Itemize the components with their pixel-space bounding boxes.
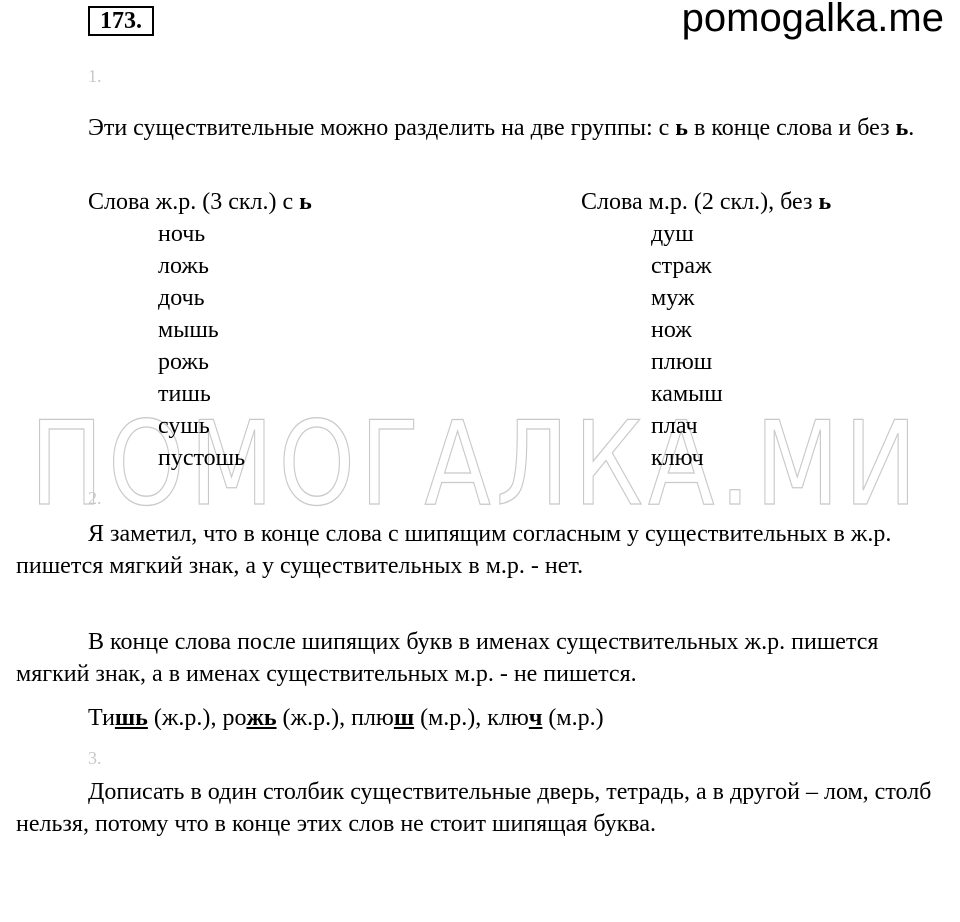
feminine-word: дочь (158, 285, 205, 311)
intro-text-3: . (908, 115, 915, 141)
example: плюш (м.р.), (351, 705, 488, 731)
example-ending: жь (246, 705, 277, 731)
example-ending: ш (393, 705, 415, 731)
feminine-word: ночь (158, 221, 206, 247)
masculine-header-text: Слова м.р. (2 скл.), без (581, 189, 819, 215)
feminine-header-sign: ь (299, 189, 312, 215)
section-3-number: 3. (88, 748, 102, 768)
masculine-word: плюш (651, 349, 713, 375)
masculine-word: ключ (651, 445, 704, 471)
feminine-column-header (88, 186, 312, 218)
masculine-word: страж (651, 253, 712, 279)
watermark-text: ПОМОГАЛКА.МИ (30, 406, 922, 516)
masculine-word-list (651, 218, 723, 474)
site-name: pomogalka.me (681, 0, 944, 40)
intro-text-1: Эти существительные можно разделить на две группы: с (88, 115, 676, 141)
masculine-word: душ (651, 221, 694, 247)
feminine-word: тишь (158, 381, 211, 407)
feminine-word: мышь (158, 317, 219, 343)
feminine-word: сушь (158, 413, 210, 439)
intro-text-2: в конце слова и без (688, 115, 896, 141)
section-2-number: 2. (88, 488, 102, 508)
masculine-word: плач (651, 413, 698, 439)
section-2-paragraph-1: Я заметил, что в конце слова с шипящим согласным у существительных в ж.р. пишется мягкий знак, а у существительных в м.р. - нет. (16, 521, 892, 579)
exercise-number: 173. (88, 6, 154, 36)
examples-line (88, 702, 604, 734)
masculine-header-sign: ь (818, 189, 832, 215)
feminine-header-text: Слова ж.р. (3 скл.) с (88, 189, 300, 215)
example: Тишь (ж.р.), (88, 705, 223, 731)
masculine-column-header (581, 186, 831, 218)
section-1-intro (16, 112, 946, 144)
masculine-word: камыш (651, 381, 723, 407)
feminine-word: рожь (158, 349, 209, 375)
example: ключ (м.р.) (487, 705, 604, 731)
example-ending: ч (528, 705, 543, 731)
feminine-word: пустошь (158, 445, 246, 471)
intro-soft-sign-1: ь (675, 115, 688, 141)
section-1-number: 1. (88, 66, 102, 86)
feminine-word-list (158, 218, 245, 474)
intro-soft-sign-2: ь (895, 115, 909, 141)
section-2-paragraph-2: В конце слова после шипящих букв в именах существительных ж.р. пишется мягкий знак, а в именах существительных м.р. - не пишется. (16, 629, 879, 687)
example: рожь (ж.р.), (222, 705, 352, 731)
masculine-word: нож (651, 317, 692, 343)
section-3-paragraph: Дописать в один столбик существительные дверь, тетрадь, а в другой – лом, столб нельзя, потому что в конце этих слов не стоит шипящая буква. (16, 779, 932, 837)
example-ending: шь (114, 705, 148, 731)
feminine-word: ложь (158, 253, 209, 279)
masculine-word: муж (651, 285, 695, 311)
